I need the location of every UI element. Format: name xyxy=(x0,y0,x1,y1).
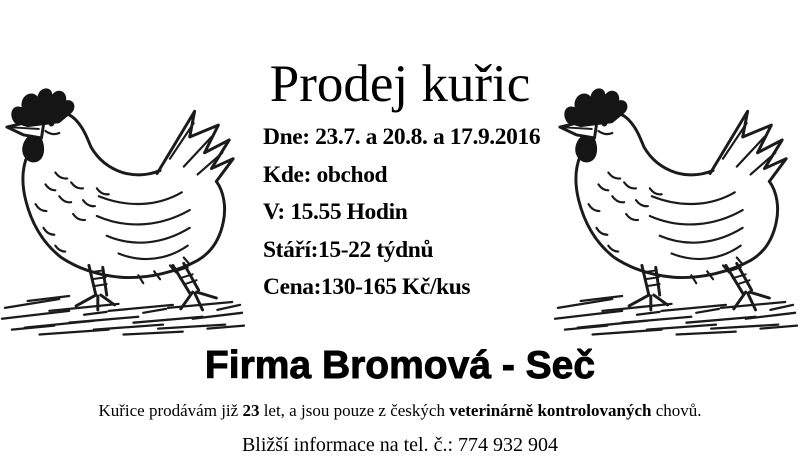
detail-time: V: 15.55 Hodin xyxy=(263,199,408,225)
hen-illustration-right xyxy=(553,84,800,346)
contact-line: Bližší informace na tel. č.: 774 932 904 xyxy=(241,434,559,456)
detail-date: Dne: 23.7. a 20.8. a 17.9.2016 xyxy=(263,124,541,150)
detail-place: Kde: obchod xyxy=(263,161,388,188)
hen-icon xyxy=(0,84,247,346)
detail-age: Stáří:15-22 týdnů xyxy=(263,236,434,263)
note-part1: Kuřice prodávám již xyxy=(98,401,243,420)
poster-title: Prodej kuřic xyxy=(269,55,531,113)
note-years: 23 xyxy=(242,401,260,420)
note-part2: let, a jsou pouze z českých xyxy=(259,401,450,420)
company-name: Firma Bromová - Seč xyxy=(204,344,596,387)
sale-details xyxy=(263,119,540,307)
detail-price: Cena:130-165 Kč/kus xyxy=(263,274,471,300)
hen-illustration-left xyxy=(0,84,247,346)
note-part3: chovů. xyxy=(651,401,702,420)
note-vet-controlled: veterinárně kontrolovaných xyxy=(449,401,652,420)
note-line xyxy=(0,401,800,421)
hen-icon xyxy=(553,84,800,346)
